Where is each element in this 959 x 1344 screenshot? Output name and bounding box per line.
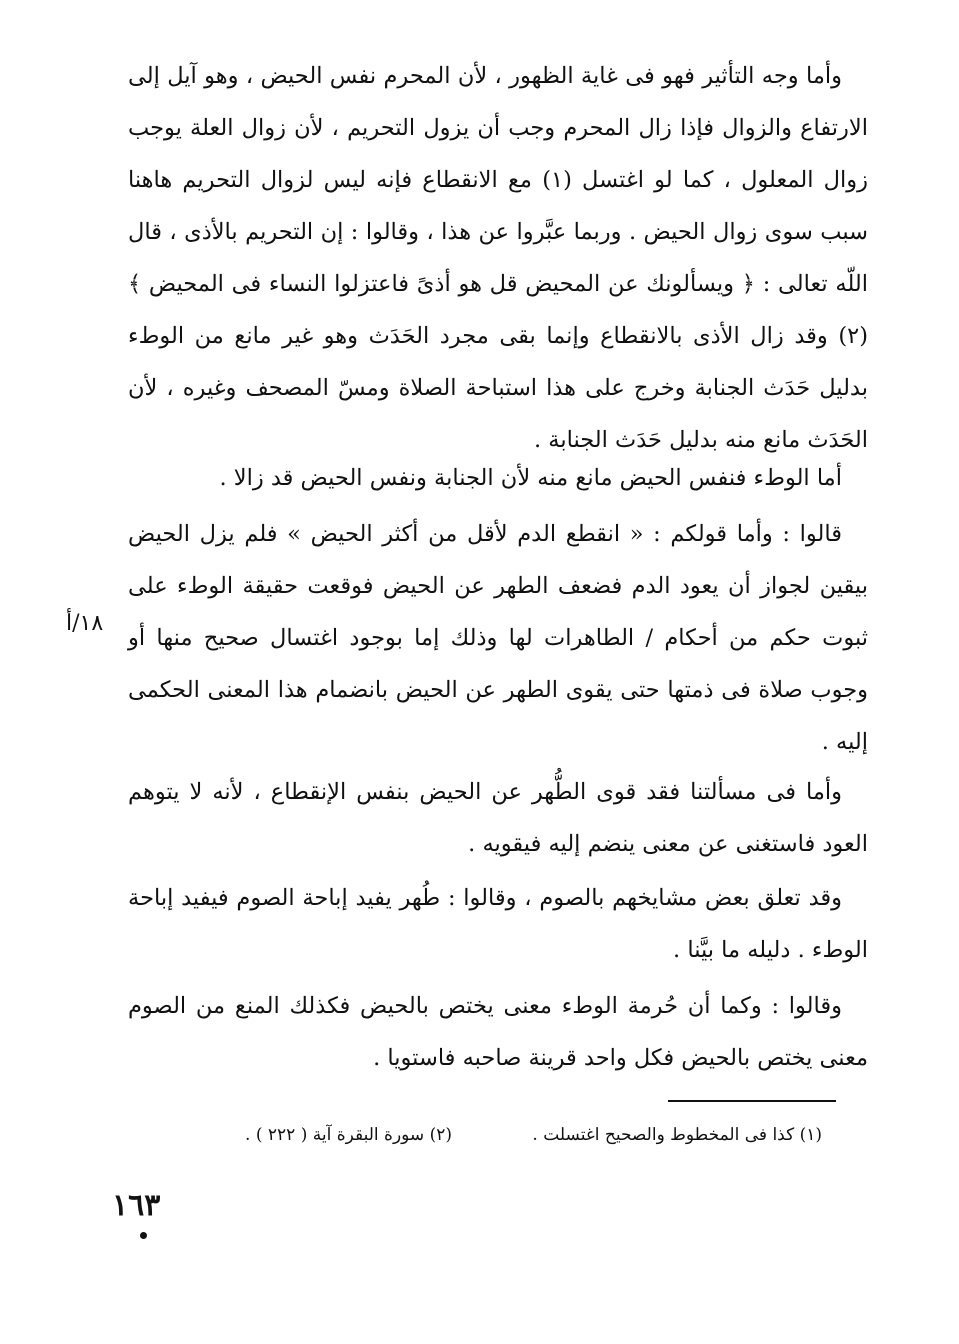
paragraph-6 <box>128 980 868 1084</box>
footnote-divider <box>668 1100 836 1102</box>
paragraph-3 <box>128 508 868 768</box>
paragraph-text: وأما وجه التأثير فهو فى غاية الظهور ، لأن المحرم نفس الحيض ، وهو آيل إلى الارتفاع والزوال فإذا زال المحرم وجب أن يزول التحريم ، لأن زوال العلة يوجب زوال المعلول ، كما لو اغتسل (١) مع الانقطاع فإنه ليس لزوال التحريم هاهنا سبب سوى زوال الحيض . وربما عبَّروا عن هذا ، وقالوا : إن التحريم بالأذى ، قال اللّه تعالى : ﴿ ويسألونك عن المحيض قل هو أذىً فاعتزلوا النساء فى المحيض ﴾ (٢) وقد زال الأذى بالانقطاع وإنما بقى مجرد الحَدَث وهو غير مانع من الوطء بدليل حَدَث الجنابة وخرج على هذا استباحة الصلاة ومسّ المصحف وغيره ، لأن الحَدَث مانع منه بدليل حَدَث الجنابة . <box>128 63 868 453</box>
paragraph-5 <box>128 872 868 976</box>
footnotes <box>210 1120 822 1150</box>
paragraph-1 <box>128 50 868 466</box>
paragraph-text: أما الوطء فنفس الحيض مانع منه لأن الجنابة ونفس الحيض قد زالا . <box>219 465 842 491</box>
page-number: ١٦٣ <box>112 1188 161 1223</box>
paragraph-2 <box>128 452 868 504</box>
manuscript-folio-marker: ١٨/أ <box>66 611 104 636</box>
footnote-1: (١) كذا فى المخطوط والصحيح اغتسلت . <box>532 1125 822 1145</box>
paragraph-4 <box>128 766 868 870</box>
page-number-dot <box>140 1232 147 1239</box>
paragraph-text: وأما فى مسألتنا فقد قوى الطُّهر عن الحيض بنفس الإنقطاع ، لأنه لا يتوهم العود فاستغنى عن معنى ينضم إليه فيقويه . <box>128 779 868 857</box>
paragraph-text: وقد تعلق بعض مشايخهم بالصوم ، وقالوا : طُهر يفيد إباحة الصوم فيفيد إباحة الوطء . دليله ما بيَّنا . <box>128 885 868 963</box>
paragraph-text: قالوا : وأما قولكم : « انقطع الدم لأقل من أكثر الحيض » فلم يزل الحيض بيقين لجواز أن يعود الدم فضعف الطهر عن الحيض فوقعت حقيقة الوطء على ثبوت حكم من أحكام / الطاهرات لها وذلك إما بوجود اغتسال صحيح منها أو وجوب صلاة فى ذمتها حتى يقوى الطهر عن الحيض بانضمام هذا المعنى الحكمى إليه . <box>128 521 868 755</box>
footnote-2: (٢) سورة البقرة آية ( ٢٢٢ ) . <box>245 1125 452 1145</box>
paragraph-text: وقالوا : وكما أن حُرمة الوطء معنى يختص بالحيض فكذلك المنع من الصوم معنى يختص بالحيض فكل واحد قرينة صاحبه فاستويا . <box>128 993 868 1071</box>
